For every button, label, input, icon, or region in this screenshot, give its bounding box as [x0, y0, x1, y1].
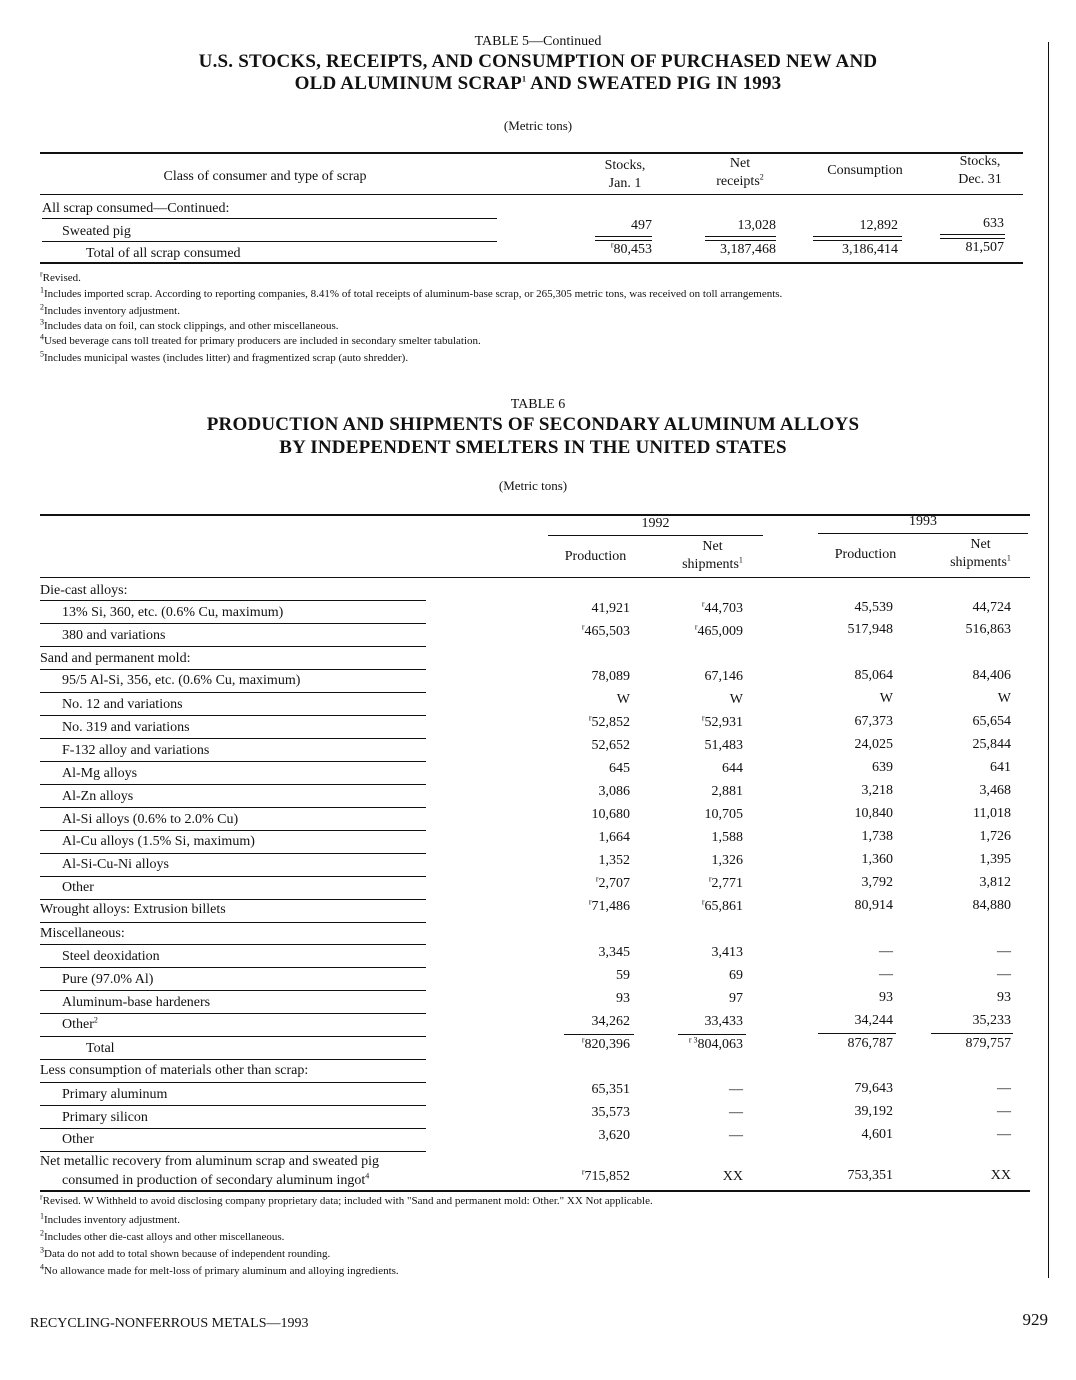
- footnote-text: Includes data on foil, can stock clippings, and other miscellaneous.: [44, 320, 339, 332]
- table5-header-net-receipts-2-text: receipts: [716, 174, 760, 189]
- table5-header-class: Class of consumer and type of scrap: [163, 169, 367, 184]
- footnote-text: Revised. W Withheld to avoid disclosing company proprietary data; included with "Sand and permanent mold: Other." XX Not applicable.: [42, 1195, 653, 1207]
- page-number: 929: [1022, 1310, 1048, 1329]
- footnote-text: Used beverage cans toll treated for primary producers are included in secondary smelter tabulation.: [44, 335, 481, 347]
- table6-cell-p92: [530, 715, 630, 731]
- table5-header-net-receipts-1: Net: [729, 156, 751, 171]
- table6-cell-p93: 93: [879, 990, 893, 1005]
- table6-row-rule: [40, 1036, 426, 1037]
- table6-cell-p92: 3,620: [598, 1128, 630, 1143]
- footnote-text: Includes municipal wastes (includes litter) and fragmentized scrap (auto shredder).: [44, 352, 409, 364]
- table6-bottom-rule: [40, 1190, 1030, 1192]
- table6-header-shipments-1992-text: shipments: [682, 557, 739, 572]
- table6-row-label: 380 and variations: [62, 628, 166, 643]
- table6-header-net-1992: Net: [702, 539, 723, 554]
- footnote-text: No allowance made for melt-loss of primary aluminum and alloying ingredients.: [44, 1265, 399, 1277]
- table5-footnote: [40, 332, 481, 347]
- table5-row-sweated-pig-label: Sweated pig: [62, 224, 131, 239]
- table5-units: (Metric tons): [503, 118, 573, 133]
- table6-cell-s92: —: [729, 1082, 743, 1097]
- table6-row-label: 95/5 Al-Si, 356, etc. (0.6% Cu, maximum): [62, 673, 301, 688]
- table6-cell-s92: 69: [729, 968, 743, 983]
- table6-cell-s92: 2,881: [711, 784, 743, 799]
- table5-header-consumption: Consumption: [827, 163, 903, 178]
- table6-row-rule: [40, 784, 426, 785]
- table6-cell-p93: 39,192: [854, 1104, 893, 1119]
- table6-row-rule: [40, 807, 426, 808]
- table6-cell-s93: 3,812: [979, 875, 1011, 890]
- table5-sweated-pig-stocks-dec: 633: [983, 216, 1004, 231]
- table6-row-rule: [40, 761, 426, 762]
- table6-row-label: F-132 alloy and variations: [62, 743, 210, 758]
- table6-row-label: [62, 1017, 98, 1033]
- footnote-mark: 1: [40, 1211, 44, 1221]
- table5-total-stocks-jan-value: 80,453: [613, 242, 652, 257]
- table6-cell-s92: 1,326: [711, 853, 743, 868]
- table5-title-line2-b: AND SWEATED PIG IN 1993: [526, 73, 782, 94]
- table6-title-line2: BY INDEPENDENT SMELTERS IN THE UNITED STATES: [279, 437, 787, 458]
- footnote-mark: 3: [40, 317, 44, 327]
- cell-value: 2,771: [711, 876, 743, 891]
- table6-cell-s93: 25,844: [972, 737, 1011, 752]
- table5-row-total-label: Total of all scrap consumed: [86, 246, 241, 261]
- cell-value: 2,707: [598, 876, 630, 891]
- footnote-text: Includes inventory adjustment.: [44, 1214, 180, 1226]
- running-title: RECYCLING-NONFERROUS METALS—1993: [30, 1316, 309, 1331]
- table5-header-stocks-jan: [580, 157, 670, 193]
- table5-header-stocks-dec: [935, 153, 1025, 189]
- table6-row-label: No. 319 and variations: [62, 720, 190, 735]
- table6-cell-p92: 65,351: [591, 1082, 630, 1097]
- table6-cell-s92: [643, 1037, 743, 1053]
- cell-value: 465,503: [584, 624, 630, 639]
- cell-value: 715,852: [584, 1169, 630, 1184]
- table6-header-shipments-1992-sup: 1: [738, 555, 743, 565]
- table6-year-1993-rule: [818, 533, 1028, 534]
- table6-row-label: Primary silicon: [62, 1110, 148, 1125]
- table6-header-shipments-1993-sup: 1: [1006, 553, 1011, 563]
- table6-cell-p93: 517,948: [847, 622, 893, 637]
- table6-cell-p92: 1,352: [598, 853, 630, 868]
- table6-row-label-text: consumed in production of secondary aluminum ingot: [62, 1173, 366, 1188]
- table5-header-stocks-jan-2: Jan. 1: [608, 176, 642, 191]
- table6-cell-p92: 645: [609, 761, 630, 776]
- table6-header-net-shipments-1993: [928, 536, 1033, 572]
- revised-mark: r: [701, 713, 705, 723]
- table6-row-label: Steel deoxidation: [62, 949, 160, 964]
- table6-row-rule: [40, 1105, 426, 1106]
- revised-mark: r: [701, 599, 705, 609]
- table6-cell-s93: 84,880: [972, 898, 1011, 913]
- footnote-mark: 1: [40, 285, 44, 295]
- table6-cell-s92: XX: [722, 1169, 743, 1184]
- revised-mark: r: [701, 897, 705, 907]
- table6-cell-s92: 67,146: [704, 669, 743, 684]
- cell-value: 52,931: [704, 715, 743, 730]
- table6-cell-p92: 78,089: [591, 669, 630, 684]
- table6-cell-s93: 93: [997, 990, 1011, 1005]
- footnote-text: Revised.: [42, 272, 81, 284]
- revised-mark: r: [588, 897, 592, 907]
- table6-units: (Metric tons): [498, 478, 568, 493]
- table6-cell-s93: 3,468: [979, 783, 1011, 798]
- footnote-mark: 4: [40, 1262, 44, 1272]
- table6-cell-p93: 4,601: [861, 1127, 893, 1142]
- revised-mark: r: [694, 622, 698, 632]
- footnote-mark: 5: [40, 349, 44, 359]
- footnote-mark: 4: [40, 332, 44, 342]
- table5-sweated-pig-stocks-jan: 497: [631, 218, 652, 233]
- table6-row-label: Total: [86, 1041, 115, 1056]
- table6-row-rule: [40, 669, 426, 670]
- table6-cell-p93: 80,914: [854, 898, 893, 913]
- table6-row-rule: [40, 1059, 426, 1060]
- table6-footnote: [40, 1262, 399, 1277]
- footnote-text: Includes inventory adjustment.: [44, 305, 180, 317]
- table6-cell-p93: 753,351: [847, 1168, 893, 1183]
- table6-row-label: Al-Si-Cu-Ni alloys: [62, 857, 169, 872]
- table6-cell-s93: —: [997, 1081, 1011, 1096]
- table6-row-rule: [40, 738, 426, 739]
- table5-top-rule: [40, 152, 1023, 154]
- table6-cell-s92: 1,588: [711, 830, 743, 845]
- revised-mark: r: [610, 240, 614, 250]
- table6-cell-p92: 10,680: [591, 807, 630, 822]
- table6-cell-s93: 65,654: [972, 714, 1011, 729]
- cell-value: 65,861: [704, 899, 743, 914]
- table6-cell-p93: 85,064: [854, 668, 893, 683]
- table6-cell-p93: W: [879, 691, 893, 706]
- table6-row-label: Pure (97.0% Al): [62, 972, 154, 987]
- table5-header-stocks-dec-2: Dec. 31: [958, 172, 1002, 187]
- table6-cell-p92: [530, 1169, 630, 1185]
- table6-cell-s93: 1,395: [979, 852, 1011, 867]
- table6-row-label: Al-Si alloys (0.6% to 2.0% Cu): [62, 812, 239, 827]
- table6-header-shipments-1993-text: shipments: [950, 555, 1007, 570]
- table6-row-rule: [40, 715, 426, 716]
- table5-total-stocks-dec: 81,507: [965, 240, 1004, 255]
- table6-year-1992-rule: [548, 535, 763, 536]
- table6-cell-s92: [643, 899, 743, 915]
- table6-header-net-1993: Net: [970, 537, 991, 552]
- right-margin-rule: [1048, 42, 1049, 1278]
- table5-label: TABLE 5—Continued: [474, 34, 602, 49]
- table6-row-rule: [40, 876, 426, 877]
- table6-cell-p92: 93: [616, 991, 630, 1006]
- revised-mark: r: [595, 874, 599, 884]
- table6-row-label: Al-Cu alloys (1.5% Si, maximum): [62, 834, 255, 849]
- table6-row-label: Sand and permanent mold:: [40, 651, 191, 666]
- table6-row-label: Aluminum-base hardeners: [62, 995, 211, 1010]
- table5-header-net-receipts-2: [690, 173, 790, 191]
- table5-header-net-receipts: [690, 155, 790, 191]
- table6-row-rule: [40, 1013, 426, 1014]
- table6-header-year-1992: 1992: [641, 516, 670, 531]
- table6-footnote: [40, 1211, 180, 1226]
- table6-row-label: 13% Si, 360, etc. (0.6% Cu, maximum): [62, 605, 284, 620]
- table6-row-label: Other: [62, 880, 94, 895]
- table6-row-label: Al-Zn alloys: [62, 789, 134, 804]
- revised-mark: r: [581, 1035, 585, 1045]
- footnote-text: Includes other die-cast alloys and other miscellaneous.: [44, 1231, 285, 1243]
- table6-header-shipments-1992: [660, 556, 765, 574]
- table6-cell-s93: W: [997, 691, 1011, 706]
- table6-cell-s93: 879,757: [965, 1036, 1011, 1051]
- table6-cell-s93: 641: [990, 760, 1011, 775]
- table6-header-year-1993: 1993: [909, 514, 937, 529]
- footnote-mark: 3: [40, 1245, 44, 1255]
- table6-row-label: No. 12 and variations: [62, 697, 183, 712]
- table6-row-label: Less consumption of materials other than scrap:: [40, 1063, 309, 1078]
- cell-value: 804,063: [697, 1037, 743, 1052]
- table6-row-rule: [40, 853, 426, 854]
- table6-cell-s92: 3,413: [711, 945, 743, 960]
- table6-row-label-cont: [62, 1173, 369, 1189]
- table6-cell-p92: [530, 876, 630, 892]
- table5-footnote: [40, 302, 180, 317]
- table6-row-label: Miscellaneous:: [40, 926, 125, 941]
- table6-header-shipments-1993: [928, 554, 1033, 572]
- table6-cell-s93: —: [997, 967, 1011, 982]
- footnote-mark: r: [40, 1192, 43, 1202]
- footnote-mark: 4: [365, 1171, 370, 1181]
- table6-cell-s92: [643, 624, 743, 640]
- table6-total-rule: [818, 1033, 896, 1034]
- table5-title-sup: 1: [522, 74, 527, 84]
- table5-title-line1: U.S. STOCKS, RECEIPTS, AND CONSUMPTION OF PURCHASED NEW AND: [198, 51, 878, 72]
- table6-cell-s92: 51,483: [704, 738, 743, 753]
- table6-cell-p93: 3,218: [861, 783, 893, 798]
- table6-cell-s93: —: [997, 1127, 1011, 1142]
- revised-mark: r: [581, 1167, 585, 1177]
- table6-cell-p92: 35,573: [591, 1105, 630, 1120]
- revised-mark: r: [708, 874, 712, 884]
- table6-cell-p93: —: [879, 944, 893, 959]
- table5-total-stocks-jan: [552, 242, 652, 258]
- table6-cell-s93: XX: [990, 1168, 1011, 1183]
- table6-footnote: [40, 1245, 331, 1260]
- table5-footnote: [40, 285, 783, 300]
- table6-row-label: Die-cast alloys:: [40, 583, 128, 598]
- table6-cell-s93: 84,406: [972, 668, 1011, 683]
- table5-total-consumption: 3,186,414: [842, 242, 898, 257]
- table6-row-rule: [40, 922, 426, 923]
- table6-row-label: Net metallic recovery from aluminum scrap and sweated pig: [40, 1154, 379, 1169]
- table6-cell-p93: 10,840: [854, 806, 893, 821]
- table5-row-rule: [42, 218, 497, 219]
- table6-row-rule: [40, 990, 426, 991]
- table6-row-label: Al-Mg alloys: [62, 766, 138, 781]
- table6-cell-p93: 34,244: [854, 1013, 893, 1028]
- table6-row-label: Wrought alloys: Extrusion billets: [40, 902, 226, 917]
- table5-total-double-rule: [595, 236, 652, 241]
- table6-row-label-text: Other: [62, 1017, 94, 1032]
- table6-header-rule: [40, 577, 1030, 578]
- table5-total-double-rule: [813, 236, 902, 241]
- table6-cell-p92: 34,262: [591, 1014, 630, 1029]
- table6-row-rule: [40, 600, 426, 601]
- table6-cell-p93: 639: [872, 760, 893, 775]
- table6-cell-s92: —: [729, 1105, 743, 1120]
- table5-header-stocks-dec-1: Stocks,: [959, 154, 1001, 169]
- table6-cell-s92: 97: [729, 991, 743, 1006]
- table5-total-net-receipts: 3,187,468: [720, 242, 776, 257]
- table6-cell-s92: [643, 876, 743, 892]
- table5-footnote: [40, 317, 339, 332]
- table6-cell-s93: —: [997, 1104, 1011, 1119]
- table6-cell-p92: 3,086: [598, 784, 630, 799]
- table6-row-rule: [40, 623, 426, 624]
- table6-cell-p92: W: [616, 692, 630, 707]
- table6-cell-s93: 516,863: [965, 622, 1011, 637]
- table6-total-rule: [931, 1033, 1013, 1034]
- table6-row-rule: [40, 899, 426, 900]
- table5-bottom-rule: [40, 262, 1023, 264]
- cell-value: 71,486: [591, 899, 630, 914]
- table6-cell-s92: W: [729, 692, 743, 707]
- table6-footnote: [40, 1228, 285, 1243]
- table6-header-production-1992: Production: [564, 549, 627, 564]
- table6-cell-p92: [530, 601, 630, 617]
- table6-header-production-1993: Production: [834, 547, 897, 562]
- table5-total-double-rule: [705, 236, 776, 241]
- table5-header-rule: [40, 194, 1023, 195]
- table5-header-stocks-jan-1: Stocks,: [604, 158, 646, 173]
- table6-row-label: Primary aluminum: [62, 1087, 168, 1102]
- footnote-mark: 2: [40, 302, 44, 312]
- footnote-text: Data do not add to total shown because of independent rounding.: [44, 1248, 331, 1260]
- table6-cell-p93: 876,787: [847, 1036, 893, 1051]
- table6-cell-p92: [530, 624, 630, 640]
- cell-value: 465,009: [697, 624, 743, 639]
- table6-title-line1: PRODUCTION AND SHIPMENTS OF SECONDARY ALUMINUM ALLOYS: [206, 414, 860, 435]
- table6-cell-p93: 24,025: [854, 737, 893, 752]
- table6-row-rule: [40, 944, 426, 945]
- table6-cell-p92: 59: [616, 968, 630, 983]
- table6-cell-p92: 1,664: [598, 830, 630, 845]
- table6-header-net-shipments-1992: [660, 538, 765, 574]
- table6-cell-p93: 45,539: [854, 600, 893, 615]
- footnote-mark: r: [40, 269, 43, 279]
- table6-footnote: [40, 1192, 653, 1207]
- cell-value: 820,396: [584, 1037, 630, 1052]
- table5-sweated-pig-net-receipts: 13,028: [737, 218, 776, 233]
- cell-value: 41,921: [591, 601, 630, 616]
- table6-row-rule: [40, 830, 426, 831]
- table6-cell-s93: 11,018: [973, 806, 1011, 821]
- table5-sweated-pig-consumption: 12,892: [859, 218, 898, 233]
- table6-row-rule: [40, 967, 426, 968]
- table6-cell-p92: [530, 899, 630, 915]
- table6-cell-p92: 52,652: [591, 738, 630, 753]
- table5-footnote: [40, 349, 409, 364]
- table5-header-net-receipts-sup: 2: [759, 172, 764, 182]
- table6-total-rule: [564, 1034, 634, 1035]
- table6-cell-s93: 35,233: [972, 1013, 1011, 1028]
- table6-cell-p93: 1,738: [861, 829, 893, 844]
- table5-footnote: [40, 269, 81, 284]
- table6-row-label: Other: [62, 1132, 94, 1147]
- table6-row-rule: [40, 1082, 426, 1083]
- table6-cell-p92: 3,345: [598, 945, 630, 960]
- revised-mark: r: [581, 622, 585, 632]
- cell-value: 52,852: [591, 715, 630, 730]
- table6-row-rule: [40, 692, 426, 693]
- table5-title-line2: [0, 73, 1076, 95]
- table6-row-rule: [40, 646, 426, 647]
- table6-cell-p92: [530, 1037, 630, 1053]
- table6-cell-p93: 1,360: [861, 852, 893, 867]
- footnote-text: Includes imported scrap. According to reporting companies, 8.41% of total receipts of aluminum-base scrap, or 265,305 metric tons, was received on toll arrangements.: [44, 288, 783, 300]
- table6-row-rule: [40, 1128, 426, 1129]
- table6-cell-s92: 644: [722, 761, 743, 776]
- table6-cell-s93: —: [997, 944, 1011, 959]
- revised-mark: r: [588, 713, 592, 723]
- table6-cell-s92: 33,433: [704, 1014, 743, 1029]
- table6-cell-p93: 67,373: [854, 714, 893, 729]
- table6-cell-s93: 1,726: [979, 829, 1011, 844]
- table6-cell-p93: 79,643: [854, 1081, 893, 1096]
- table6-cell-s92: [643, 601, 743, 617]
- table5-total-double-rule: [940, 234, 1005, 239]
- table6-cell-s92: —: [729, 1128, 743, 1143]
- table6-cell-s92: [643, 715, 743, 731]
- footnote-mark: 2: [40, 1228, 44, 1238]
- table5-row-rule: [42, 241, 497, 242]
- table6-cell-s93: 44,724: [972, 600, 1011, 615]
- table6-row-rule: [40, 1151, 426, 1152]
- cell-value: 44,703: [704, 601, 743, 616]
- table5-row-all-scrap-label: All scrap consumed—Continued:: [42, 201, 230, 216]
- table6-cell-p93: 3,792: [861, 875, 893, 890]
- table6-label: TABLE 6: [510, 397, 566, 412]
- footnote-mark: 2: [93, 1015, 98, 1025]
- table6-cell-s92: 10,705: [704, 807, 743, 822]
- revised-mark: r 3: [688, 1035, 698, 1045]
- table6-cell-p93: —: [879, 967, 893, 982]
- table5-title-line2-a: OLD ALUMINUM SCRAP: [294, 73, 522, 94]
